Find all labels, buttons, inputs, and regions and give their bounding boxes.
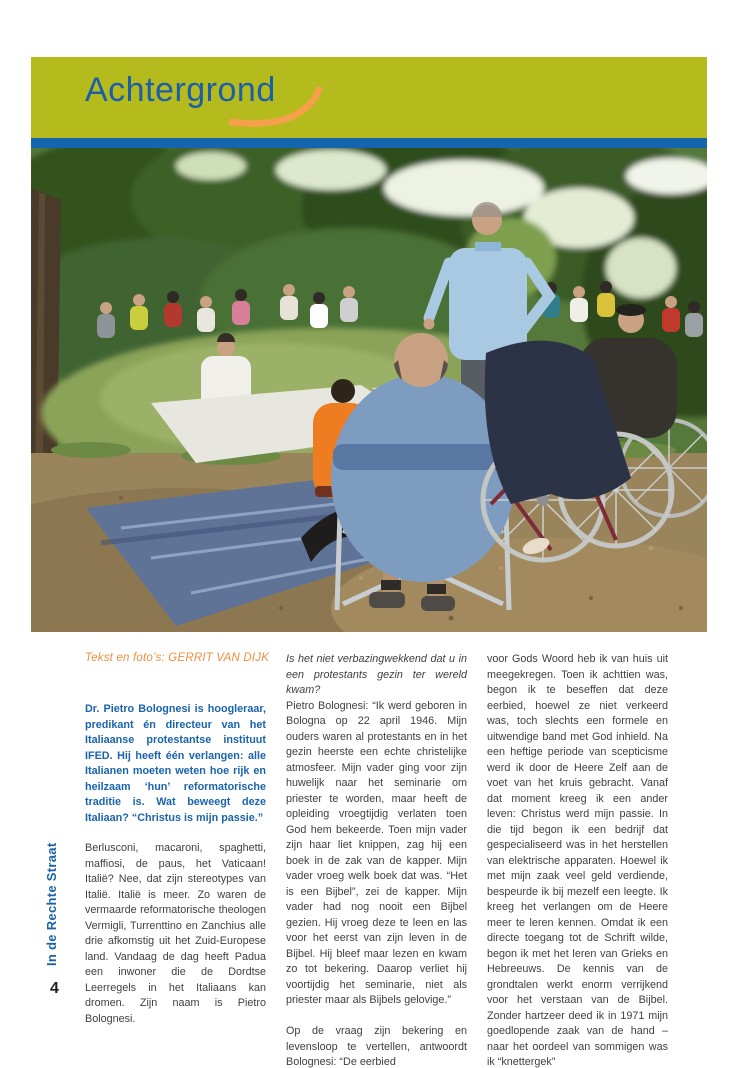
body-paragraph: Berlusconi, macaroni, spaghetti, maffiosi, de paus, het Vaticaan! Italië? Nee, dat zijn stereotypes van Italië. Italië is meer. Zo waren de vermaarde reformatorische theologen Vermigli, Turrenttino en Zanchius alle drie afkomstig uit het Zuid-Europese land. Vandaag de dag heeft Padua een inwoner die de Dordtse Leerregels in het Italiaans kan dromen. Zijn naam is Pietro Bolognesi. bbox=[85, 842, 266, 1025]
title-swoosh-icon bbox=[229, 87, 323, 127]
header-divider-bar bbox=[31, 138, 707, 148]
body-paragraph: Op de vraag zijn bekering en levensloop te vertellen, antwoordt Bolognesi: “De eerbied bbox=[286, 1025, 467, 1068]
article-column-3 bbox=[487, 652, 668, 1068]
article-photo bbox=[31, 148, 707, 632]
article-photo-illustration bbox=[31, 148, 707, 632]
intro-paragraph: Dr. Pietro Bolognesi is hoogleraar, predikant én directeur van het Italiaanse protestantse instituut IFED. Hij heeft één verlangen: alle Italianen moeten weten hoe rijk en heilzaam ‘hun’ reformatorische traditie is. Wat beweegt deze Italiaan? “Christus is mijn passie.” bbox=[85, 703, 266, 824]
article-column-1 bbox=[85, 652, 270, 1068]
article-body bbox=[85, 652, 669, 1068]
credit-line: Tekst en foto’s: GERRIT VAN DIJK bbox=[85, 652, 270, 664]
interview-question: Is het niet verbazingwekkend dat u in een protestants gezin ter wereld kwam? bbox=[286, 653, 467, 696]
magazine-name-vertical: In de Rechte Straat bbox=[44, 842, 59, 966]
photo-tree-trunk bbox=[31, 188, 61, 490]
header-band bbox=[31, 57, 707, 138]
body-paragraph: Pietro Bolognesi: “Ik werd geboren in Bologna op 22 april 1946. Mijn ouders waren al protestants en in het gezin heerste een echte christelijke atmosfeer. Mijn vader ging voor zijn huwelijk naar het seminarie om priester te worden, maar heeft de opleiding vroegtijdig verlaten toen God hem bekeerde. Toen mijn vader zijn haar liet knippen, zag hij een boek in de zak van de kapper. Mijn vader vroeg welk boek dat was. “Het is een Bijbel”, zei de kapper. Mijn vader had nog nooit een Bijbel gezien. Hij vroeg deze te leen en las voor het eerst van zijn leven in de Bijbel. Hij bleef maar lezen en kwam zo tot bekering. Daarop verliet hij voortijdig het seminarie, niet als priester maar als Bijbels gelovige.” bbox=[286, 699, 467, 1006]
page-number: 4 bbox=[50, 980, 59, 997]
page-title: Achtergrond bbox=[85, 71, 276, 109]
body-paragraph: voor Gods Woord heb ik van huis uit meegekregen. Toen ik achttien was, begon ik te beseffen dat deze eerbied, hoewel ze niet verkeerd was, toch slechts een formele en uitwendige band met God inhield. Na een heftige periode van scepticisme werd ik door de Heere Zelf aan de voet van het kruis gebracht. Vanaf dat moment kreeg ik een ander leven: Christus werd mijn passie. In die tijd begon ik een bedrijf dat gespecialiseerd was in het herstellen van elektrische apparaten. Hoewel ik met mijn zaak veel geld verdiende, bespeurde ik bij mezelf een leegte. Ik kreeg het verlangen om de Heere meer te leren kennen. Omdat ik een directe toegang tot de Schrift wilde, begon ik met het leren van Grieks en Hebreeuws. De kennis van de grondtalen werkt enorm verrijkend voor het verstaan van de Bijbel. Zonder hartzeer deed ik in 1971 mijn goedlopende zaak van de hand –naar het oordeel van sommigen was ik “knettergek” bbox=[487, 653, 668, 1068]
article-column-2 bbox=[286, 652, 467, 1068]
